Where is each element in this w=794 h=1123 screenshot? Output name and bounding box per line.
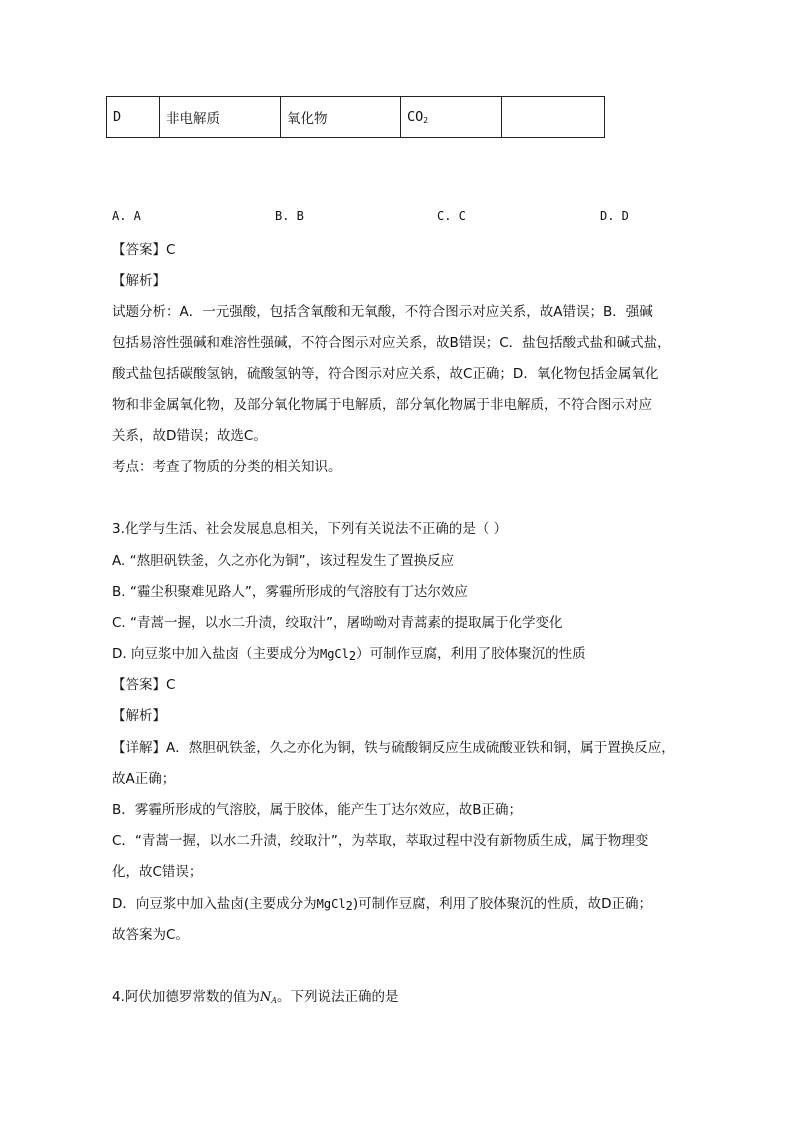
row-letter-cell: D <box>107 97 160 138</box>
q3-detail-line: 化，故C错误； <box>112 864 203 880</box>
q2-answer: 【答案】C <box>112 242 176 258</box>
q2-analysis-line: 关系，故D错误；故选C。 <box>112 428 267 444</box>
q3-detail-line: 故A正确； <box>112 771 176 787</box>
avogadro-symbol: $N_A$ <box>259 990 278 1005</box>
q3-conclusion: 故答案为C。 <box>112 927 189 943</box>
q3-answer: 【答案】C <box>112 677 176 693</box>
q2-analysis-line: 试题分析：A．一元强酸，包括含氧酸和无氧酸，不符合图示对应关系，故A错误；B．强碱 <box>112 304 653 320</box>
q2-analysis-heading: 【解析】 <box>112 273 166 289</box>
q2-choices <box>112 209 672 229</box>
q3-analysis-heading: 【解析】 <box>112 708 166 724</box>
q3-option-c: C. “青蒿一握，以水二升渍，绞取汁”，屠呦呦对青蒿素的提取属于化学变化 <box>112 615 563 631</box>
q2-analysis-line: 包括易溶性强碱和难溶性强碱，不符合图示对应关系，故B错误；C．盐包括酸式盐和碱式盐， <box>112 335 671 351</box>
choice-a: A. A <box>112 209 141 223</box>
q3-stem: 3.化学与生活、社会发展息息相关，下列有关说法不正确的是（ ） <box>112 521 508 537</box>
q3-detail-line: D．向豆浆中加入盐卤(主要成分为MgCl$_2$)可制作豆腐，利用了胶体聚沉的性质，故D正确； <box>112 896 652 913</box>
q3-option-b: B. “霾尘积聚难见路人”，雾霾所形成的气溶胶有丁达尔效应 <box>112 584 468 600</box>
category-cell: 非电解质 <box>160 97 281 138</box>
q3-detail-line: 【详解】A．熬胆矾铁釜，久之亦化为铜，铁与硫酸铜反应生成硫酸亚铁和铜，属于置换反应， <box>112 740 675 756</box>
formula-main: CO <box>407 109 424 125</box>
q4-stem: 4.阿伏加德罗常数的值为$N_A$。下列说法正确的是 <box>112 989 399 1005</box>
empty-cell <box>502 97 605 138</box>
q3-option-d: D. 向豆浆中加入盐卤（主要成分为MgCl$_2$）可制作豆腐，利用了胶体聚沉的性质 <box>112 646 586 663</box>
choice-d: D. D <box>600 209 629 223</box>
choice-c: C. C <box>437 209 466 223</box>
table-row <box>107 97 605 138</box>
q2-analysis-line: 酸式盐包括碳酸氢钠，硫酸氢钠等，符合图示对应关系，故C正确；D．氧化物包括金属氧化 <box>112 366 659 382</box>
subcategory-cell: 氧化物 <box>281 97 401 138</box>
q2-analysis-line: 物和非金属氧化物，及部分氧化物属于电解质，部分氧化物属于非电解质，不符合图示对应 <box>112 397 652 413</box>
q3-detail-line: B．雾霾所形成的气溶胶，属于胶体，能产生丁达尔效应，故B正确； <box>112 802 523 818</box>
classification-table <box>106 96 605 138</box>
q2-kaodian: 考点：考查了物质的分类的相关知识。 <box>112 459 342 475</box>
q3-option-a: A. “熬胆矾铁釜，久之亦化为铜”，该过程发生了置换反应 <box>112 553 455 569</box>
example-cell <box>401 97 502 138</box>
formula-subscript: 2 <box>423 116 429 125</box>
q3-detail-line: C．“青蒿一握，以水二升渍，绞取汁”，为萃取，萃取过程中没有新物质生成，属于物理变 <box>112 833 649 849</box>
choice-b: B. B <box>275 209 304 223</box>
